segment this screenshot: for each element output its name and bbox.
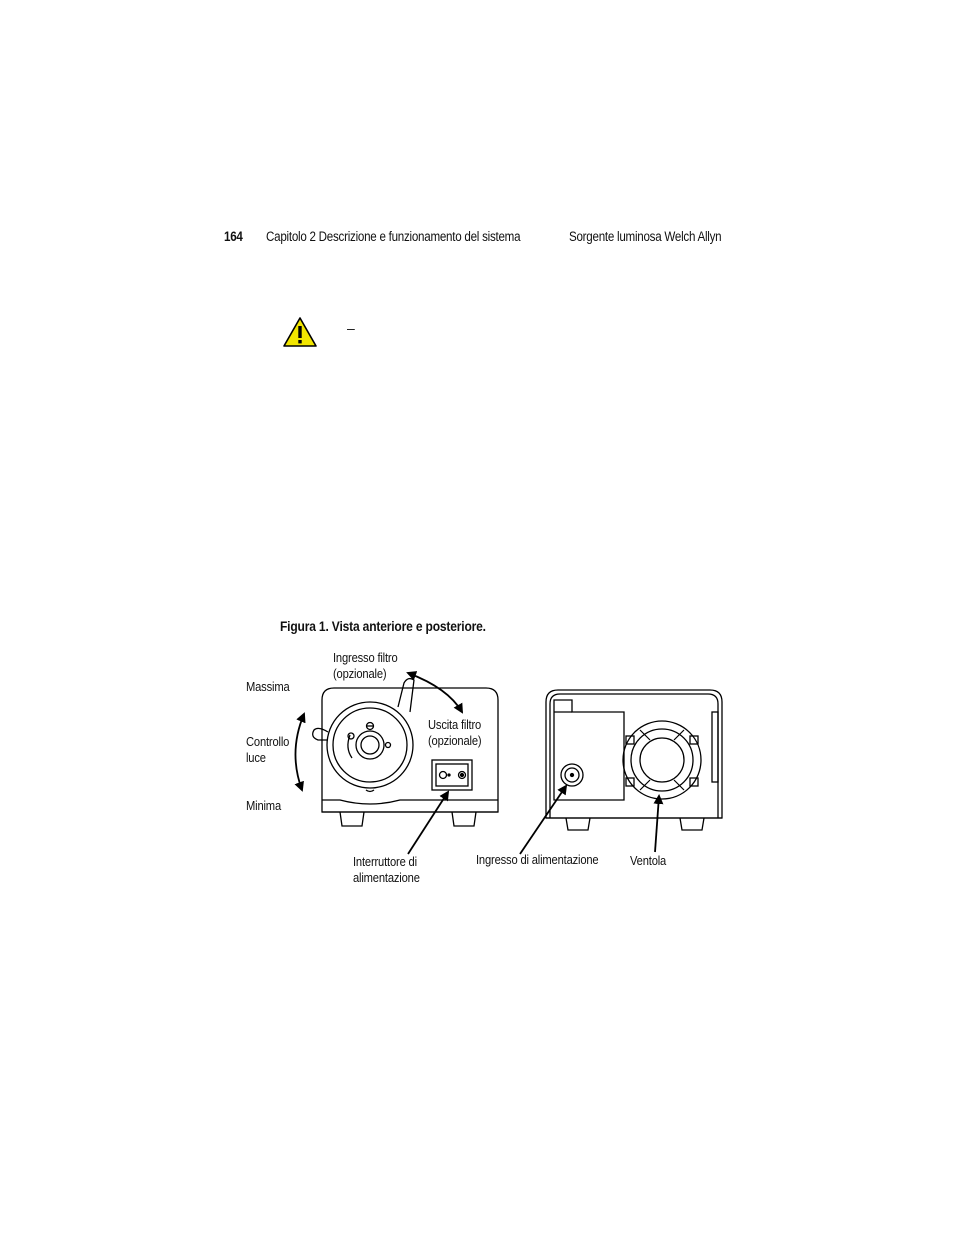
page-number: 164 xyxy=(224,229,243,244)
label-interruttore: Interruttore di alimentazione xyxy=(353,854,420,885)
label-uscita-filtro: Uscita filtro (opzionale) xyxy=(428,717,482,748)
intensity-arc-arrow xyxy=(295,714,304,790)
warning-dash: – xyxy=(347,320,355,336)
front-unit-drawing xyxy=(313,679,498,826)
rear-unit-drawing xyxy=(546,690,722,830)
book-title: Sorgente luminosa Welch Allyn xyxy=(569,229,722,244)
label-ingresso-filtro: Ingresso filtro (opzionale) xyxy=(333,650,398,681)
label-ventola: Ventola xyxy=(630,853,667,868)
label-massima: Massima xyxy=(246,679,290,694)
chapter-title: Capitolo 2 Descrizione e funzionamento del sistema xyxy=(266,229,521,244)
power-inlet-arrow xyxy=(520,786,566,854)
label-ingresso-alimentazione: Ingresso di alimentazione xyxy=(476,852,599,867)
figure-caption: Figura 1. Vista anteriore e posteriore. xyxy=(280,618,486,634)
label-minima: Minima xyxy=(246,798,282,813)
label-controllo-luce: Controllo luce xyxy=(246,734,290,765)
